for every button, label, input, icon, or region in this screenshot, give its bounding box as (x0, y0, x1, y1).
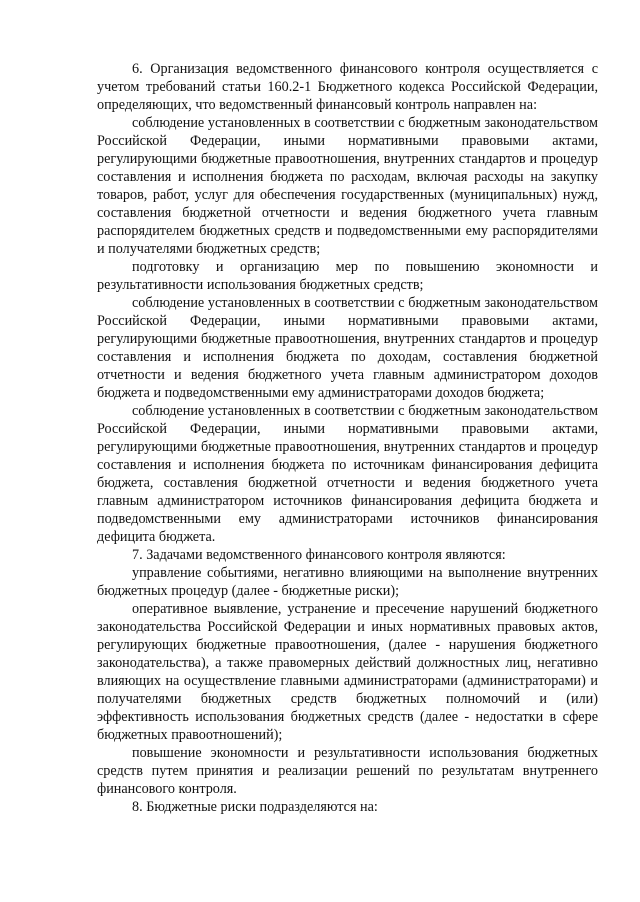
paragraph-economy-increase: повышение экономности и результативности использования бюджетных средств путем принятия и реализации решений по результатам внутреннего финансового контроля. (97, 745, 598, 797)
paragraph-compliance-revenues: соблюдение установленных в соответствии с бюджетным законодательством Российской Федерации, иными нормативными правовыми актами, регулирующими бюджетные правоотношения, внутренних стандартов и процедур составления и исполнения бюджета по доходам, составления бюджетной отчетности и ведения бюджетного учета главным администратором доходов бюджета и подведомственными ему администраторами доходов бюджета; (97, 295, 598, 401)
paragraph-8-risks: 8. Бюджетные риски подразделяются на: (132, 799, 378, 815)
paragraph-economy-measures: подготовку и организацию мер по повышению экономности и результативности использования бюджетных средств; (97, 259, 598, 293)
paragraph-risk-management: управление событиями, негативно влияющими на выполнение внутренних бюджетных процедур (далее - бюджетные риски); (97, 565, 598, 599)
paragraph-violation-detection: оперативное выявление, устранение и пресечение нарушений бюджетного законодательства Российской Федерации и иных нормативных правовых актов, регулирующих бюджетные правоотношения, (далее - нарушения бюджетного законодательства), а также правомерных действий должностных лиц, негативно влияющих на осуществление главными администраторами (администраторами) и получателями бюджетных средств бюджетных полномочий и (или) эффективность использования бюджетных средств (далее - недостатки в сфере бюджетных правоотношений); (97, 601, 598, 743)
paragraph-7-tasks: 7. Задачами ведомственного финансового контроля являются: (132, 547, 506, 563)
paragraph-6-organization: 6. Организация ведомственного финансового контроля осуществляется с учетом требований статьи 160.2-1 Бюджетного кодекса Российской Федерации, определяющих, что ведомственный финансовый контроль направлен на: (97, 61, 598, 113)
paragraph-compliance-deficit-financing: соблюдение установленных в соответствии с бюджетным законодательством Российской Федерации, иными нормативными правовыми актами, регулирующими бюджетные правоотношения, внутренних стандартов и процедур составления и исполнения бюджета по источникам финансирования дефицита бюджета, составления бюджетной отчетности и ведения бюджетного учета главным администратором источников финансирования дефицита бюджета и подведомственными ему администраторами источников финансирования дефицита бюджета. (97, 403, 598, 545)
document-body (97, 60, 598, 816)
paragraph-compliance-expenditures: соблюдение установленных в соответствии с бюджетным законодательством Российской Федерации, иными нормативными правовыми актами, регулирующими бюджетные правоотношения, внутренних стандартов и процедур составления и исполнения бюджета по расходам, включая расходы на закупку товаров, работ, услуг для обеспечения государственных (муниципальных) нужд, составления бюджетной отчетности и ведения бюджетного учета главным распорядителем бюджетных средств и подведомственными ему распорядителями и получателями бюджетных средств; (97, 115, 598, 257)
